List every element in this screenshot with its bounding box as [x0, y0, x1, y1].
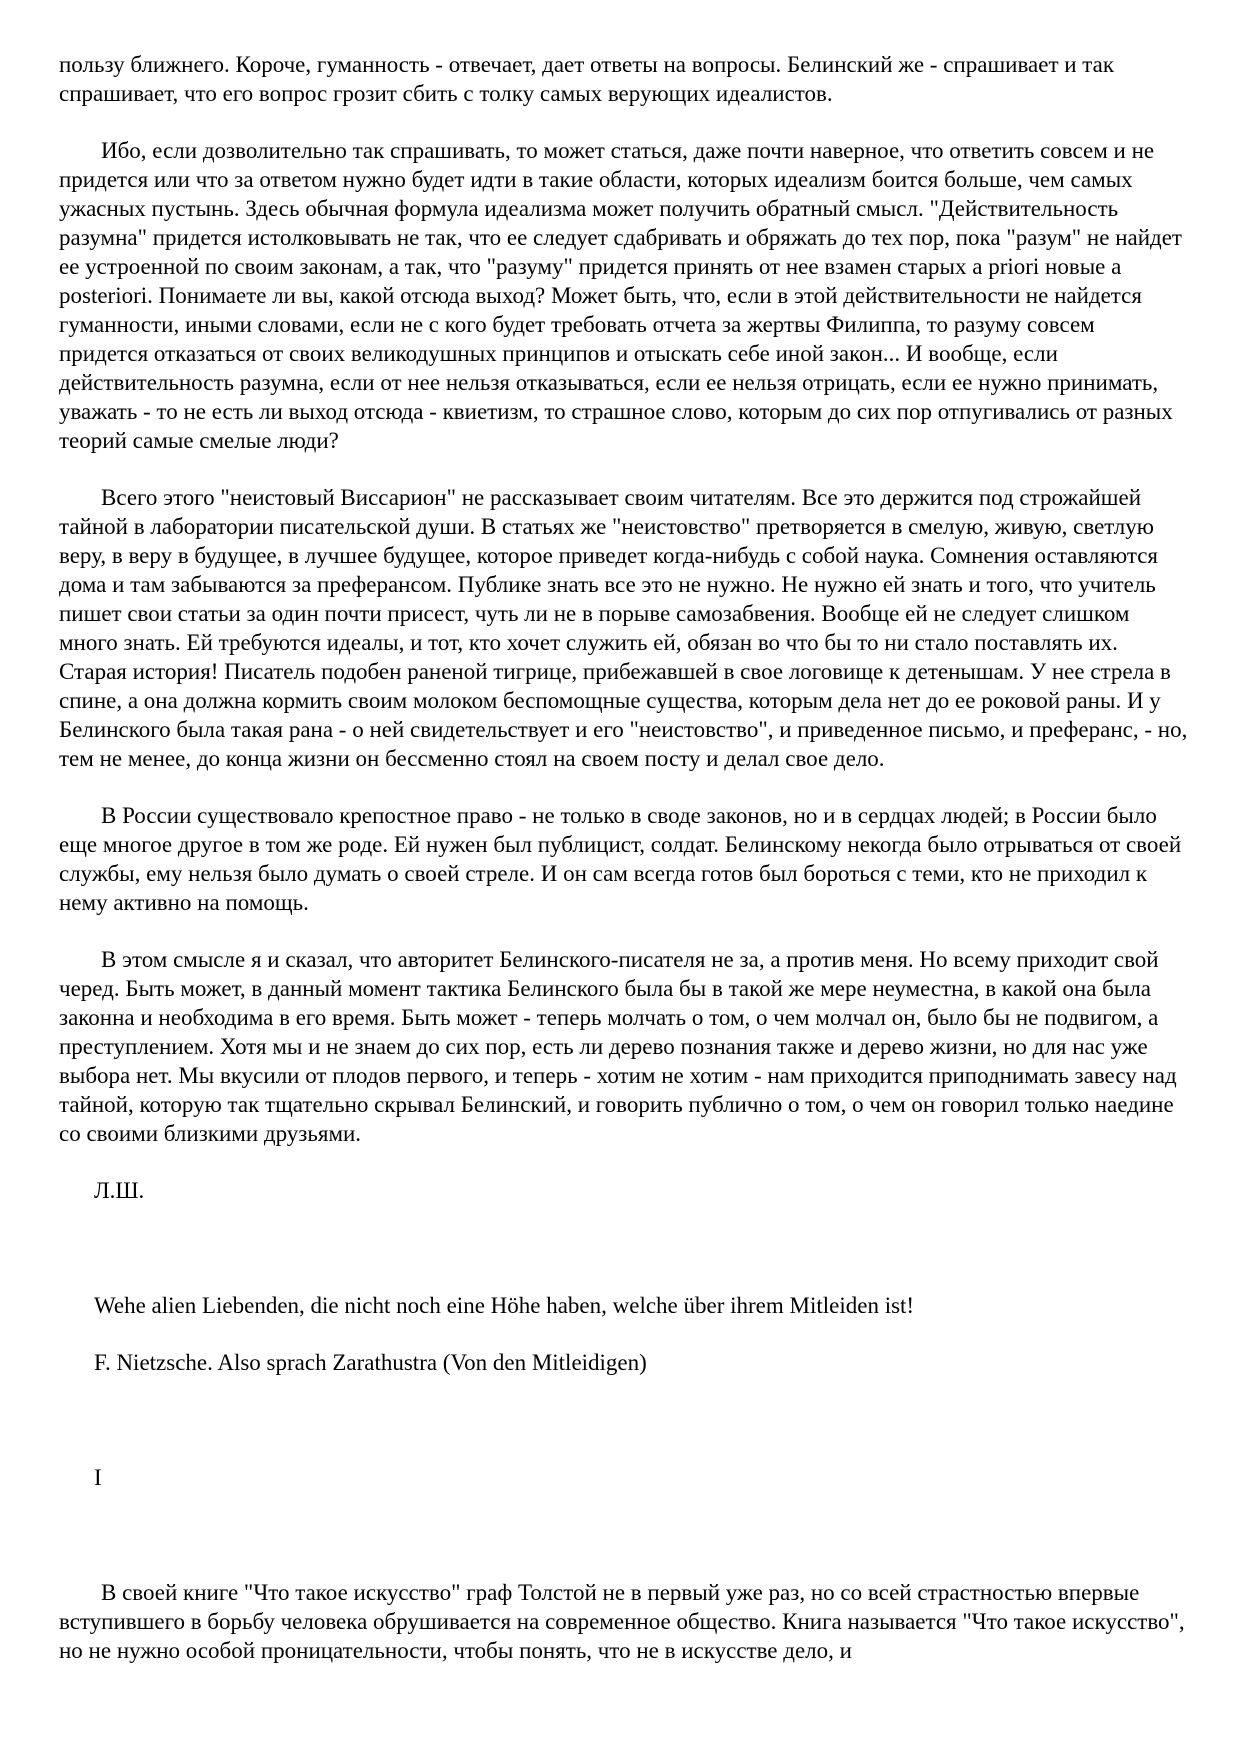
paragraph-5: В этом смысле я и сказал, что авторитет Белинского-писателя не за, а против меня. Но всему приходит свой черед. Быть может, в данный момент тактика Белинского была бы в такой же мере неуместна, в какой она была законна и необходима в его время. Быть может - теперь молчать о том, о чем молчал он, было бы не подвигом, а преступлением. Хотя мы и не знаем до сих пор, есть ли дерево познания также и дерево жизни, но для нас уже выбора нет. Мы вкусили от плодов первого, и теперь - хотим не хотим - нам приходится приподнимать завесу над тайной, которую так тщательно скрывал Белинский, и говорить публично о том, о чем он говорил только наедине со своими близкими друзьями. [59, 947, 1177, 1146]
paragraph-1: пользу ближнего. Короче, гуманность - отвечает, дает ответы на вопросы. Белинский же - спрашивает и так спрашивает, что его вопрос грозит сбить с толку самых верующих идеалистов. [59, 52, 1115, 106]
author-signature: Л.Ш. [94, 1178, 145, 1203]
paragraph-4: В России существовало крепостное право - не только в своде законов, но и в сердцах людей; в России было еще многое другое в том же роде. Ей нужен был публицист, солдат. Белинскому некогда было отрываться от своей службы, ему нельзя было думать о своей стреле. И он сам всегда готов был бороться с теми, кто не приходил к нему активно на помощь. [59, 803, 1182, 915]
paragraph-2: Ибо, если дозволительно так спрашивать, то может статься, даже почти наверное, что ответить совсем и не придется или что за ответом нужно будет идти в такие области, которых идеализм боится больше, чем самых ужасных пустынь. Здесь обычная формула идеализма может получить обратный смысл. "Действительность разумна" придется истолковывать не так, что ее следует сдабривать и обряжать до тех пор, пока "разум" не найдет ее устроенной по своим законам, а так, что "разуму" придется принять от нее взамен старых a priori новые a posteriori. Понимаете ли вы, какой отсюда выход? Может быть, что, если в этой действительности не найдется гуманности, иными словами, если не с кого будет требовать отчета за жертвы Филиппа, то разуму совсем придется отказаться от своих великодушных принципов и отыскать себе иной закон... И вообще, если действительность разумна, если от нее нельзя отказываться, если ее нельзя отрицать, если ее нужно принимать, уважать - то не есть ли выход отсюда - квиетизм, то страшное слово, которым до сих пор отпугивались от разных теорий самые смелые люди? [59, 138, 1182, 453]
epigraph-quote: Wehe alien Liebenden, die nicht noch eine Höhe haben, welche über ihrem Mitleiden ist! [94, 1293, 915, 1318]
document-page [59, 50, 1189, 1693]
epigraph-source: F. Nietzsche. Also sprach Zarathustra (Von den Mitleidigen) [94, 1350, 647, 1375]
chapter-number: I [94, 1465, 102, 1490]
paragraph-6: В своей книге "Что такое искусство" граф Толстой не в первый уже раз, но со всей страстностью впервые вступившего в борьбу человека обрушивается на современное общество. Книга называется "Что такое искусство", но не нужно особой проницательности, чтобы понять, что не в искусстве дело, и [59, 1580, 1185, 1663]
paragraph-3: Всего этого "неистовый Виссарион" не рассказывает своим читателям. Все это держится под строжайшей тайной в лаборатории писательской души. В статьях же "неистовство" претворяется в смелую, живую, светлую веру, в веру в будущее, в лучшее будущее, которое приведет когда-нибудь с собой наука. Сомнения оставляются дома и там забываются за преферансом. Публике знать все это не нужно. Не нужно ей знать и того, что учитель пишет свои статьи за один почти присест, чуть ли не в порыве самозабвения. Вообще ей не следует слишком много знать. Ей требуются идеалы, и тот, кто хочет служить ей, обязан во что бы то ни стало поставлять их. Старая история! Писатель подобен раненой тигрице, прибежавшей в свое логовище к детенышам. У нее стрела в спине, а она должна кормить своим молоком беспомощные существа, которым дела нет до ее роковой раны. И у Белинского была такая рана - о ней свидетельствует и его "неистовство", и приведенное письмо, и преферанс, - но, тем не менее, до конца жизни он бессменно стоял на своем посту и делал свое дело. [59, 485, 1188, 771]
